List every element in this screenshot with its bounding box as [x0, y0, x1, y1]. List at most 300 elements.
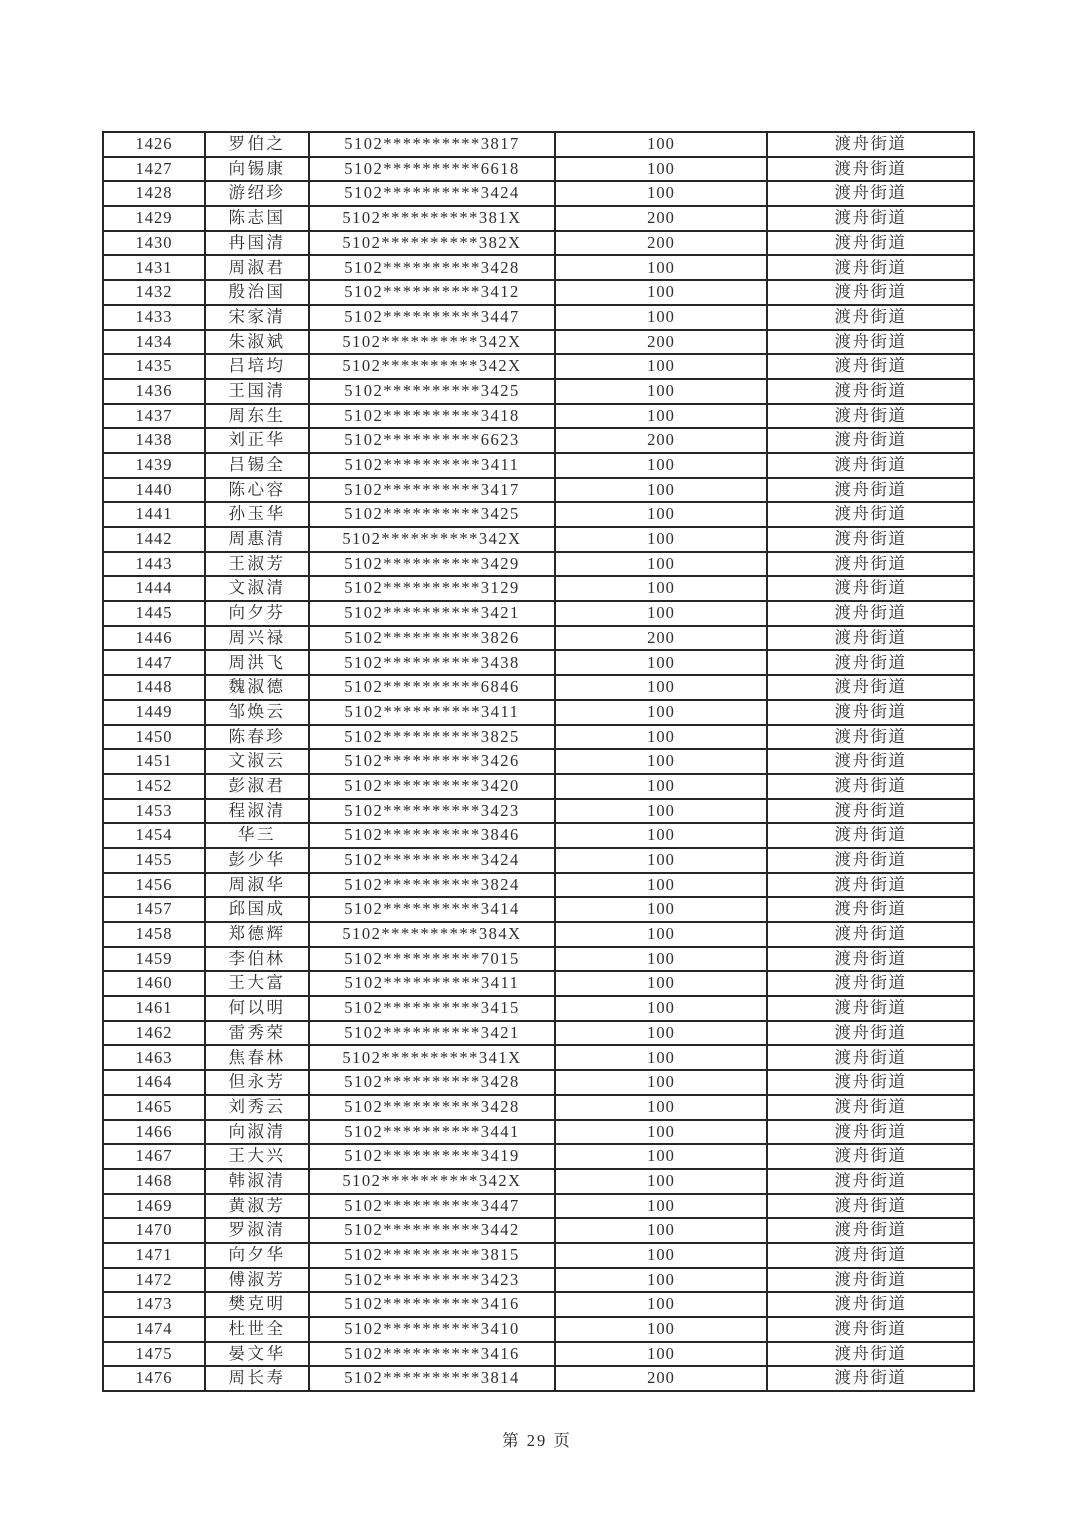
- cell-amount: 100: [555, 873, 767, 898]
- cell-district: 渡舟街道: [767, 576, 974, 601]
- cell-serial: 1463: [103, 1045, 205, 1070]
- cell-id-masked: 5102**********3825: [309, 725, 555, 750]
- cell-district: 渡舟街道: [767, 1218, 974, 1243]
- cell-amount: 100: [555, 552, 767, 577]
- cell-amount: 100: [555, 1218, 767, 1243]
- cell-name: 向淑清: [205, 1120, 309, 1145]
- table-row: [103, 552, 974, 577]
- cell-id-masked: 5102**********3423: [309, 799, 555, 824]
- cell-name: 但永芳: [205, 1070, 309, 1095]
- table-row: [103, 305, 974, 330]
- cell-amount: 200: [555, 626, 767, 651]
- cell-name: 彭少华: [205, 848, 309, 873]
- cell-serial: 1469: [103, 1194, 205, 1219]
- cell-amount: 200: [555, 1366, 767, 1391]
- cell-district: 渡舟街道: [767, 428, 974, 453]
- table-row: [103, 1342, 974, 1367]
- table-row: [103, 330, 974, 355]
- cell-district: 渡舟街道: [767, 601, 974, 626]
- cell-district: 渡舟街道: [767, 848, 974, 873]
- cell-serial: 1446: [103, 626, 205, 651]
- cell-amount: 100: [555, 305, 767, 330]
- cell-district: 渡舟街道: [767, 379, 974, 404]
- cell-id-masked: 5102**********3411: [309, 453, 555, 478]
- cell-name: 吕培均: [205, 354, 309, 379]
- cell-amount: 100: [555, 1194, 767, 1219]
- table-row: [103, 181, 974, 206]
- table-row: [103, 1120, 974, 1145]
- cell-id-masked: 5102**********3428: [309, 1095, 555, 1120]
- cell-id-masked: 5102**********7015: [309, 947, 555, 972]
- cell-amount: 100: [555, 675, 767, 700]
- cell-district: 渡舟街道: [767, 971, 974, 996]
- cell-id-masked: 5102**********342X: [309, 527, 555, 552]
- table-row: [103, 206, 974, 231]
- cell-amount: 100: [555, 1095, 767, 1120]
- cell-id-masked: 5102**********382X: [309, 231, 555, 256]
- cell-district: 渡舟街道: [767, 749, 974, 774]
- cell-name: 焦春林: [205, 1045, 309, 1070]
- cell-amount: 100: [555, 1144, 767, 1169]
- cell-amount: 100: [555, 1045, 767, 1070]
- cell-district: 渡舟街道: [767, 255, 974, 280]
- cell-amount: 100: [555, 181, 767, 206]
- cell-serial: 1459: [103, 947, 205, 972]
- cell-amount: 100: [555, 255, 767, 280]
- cell-name: 王大兴: [205, 1144, 309, 1169]
- table-row: [103, 478, 974, 503]
- cell-serial: 1467: [103, 1144, 205, 1169]
- cell-name: 罗伯之: [205, 132, 309, 157]
- cell-amount: 100: [555, 404, 767, 429]
- cell-district: 渡舟街道: [767, 996, 974, 1021]
- table-row: [103, 1144, 974, 1169]
- cell-amount: 100: [555, 157, 767, 182]
- cell-serial: 1454: [103, 823, 205, 848]
- cell-serial: 1448: [103, 675, 205, 700]
- table-row: [103, 453, 974, 478]
- table-row: [103, 354, 974, 379]
- cell-district: 渡舟街道: [767, 330, 974, 355]
- cell-id-masked: 5102**********3417: [309, 478, 555, 503]
- cell-district: 渡舟街道: [767, 1070, 974, 1095]
- cell-name: 陈春珍: [205, 725, 309, 750]
- cell-serial: 1473: [103, 1292, 205, 1317]
- cell-name: 刘秀云: [205, 1095, 309, 1120]
- cell-amount: 100: [555, 996, 767, 1021]
- cell-id-masked: 5102**********6623: [309, 428, 555, 453]
- cell-district: 渡舟街道: [767, 1317, 974, 1342]
- cell-id-masked: 5102**********6846: [309, 675, 555, 700]
- cell-serial: 1432: [103, 280, 205, 305]
- cell-district: 渡舟街道: [767, 626, 974, 651]
- cell-district: 渡舟街道: [767, 181, 974, 206]
- cell-id-masked: 5102**********3129: [309, 576, 555, 601]
- cell-amount: 100: [555, 379, 767, 404]
- cell-amount: 100: [555, 774, 767, 799]
- cell-amount: 200: [555, 231, 767, 256]
- cell-amount: 100: [555, 453, 767, 478]
- table-row: [103, 132, 974, 157]
- cell-serial: 1451: [103, 749, 205, 774]
- cell-amount: 100: [555, 280, 767, 305]
- cell-name: 游绍珍: [205, 181, 309, 206]
- cell-serial: 1466: [103, 1120, 205, 1145]
- cell-serial: 1444: [103, 576, 205, 601]
- cell-district: 渡舟街道: [767, 650, 974, 675]
- cell-amount: 100: [555, 650, 767, 675]
- cell-serial: 1457: [103, 897, 205, 922]
- cell-amount: 100: [555, 1243, 767, 1268]
- cell-district: 渡舟街道: [767, 1144, 974, 1169]
- cell-amount: 100: [555, 823, 767, 848]
- cell-serial: 1435: [103, 354, 205, 379]
- table-row: [103, 404, 974, 429]
- cell-amount: 100: [555, 1169, 767, 1194]
- table-row: [103, 848, 974, 873]
- table-row: [103, 1243, 974, 1268]
- table-row: [103, 650, 974, 675]
- cell-serial: 1433: [103, 305, 205, 330]
- table-row: [103, 1366, 974, 1391]
- cell-name: 文淑清: [205, 576, 309, 601]
- cell-name: 周淑华: [205, 873, 309, 898]
- cell-amount: 100: [555, 601, 767, 626]
- cell-name: 晏文华: [205, 1342, 309, 1367]
- cell-name: 傅淑芳: [205, 1268, 309, 1293]
- table-row: [103, 502, 974, 527]
- cell-name: 雷秀荣: [205, 1021, 309, 1046]
- cell-district: 渡舟街道: [767, 725, 974, 750]
- cell-amount: 100: [555, 848, 767, 873]
- cell-district: 渡舟街道: [767, 1366, 974, 1391]
- cell-amount: 100: [555, 502, 767, 527]
- cell-name: 周洪飞: [205, 650, 309, 675]
- cell-amount: 200: [555, 428, 767, 453]
- cell-id-masked: 5102**********3428: [309, 255, 555, 280]
- page-number: 第 29 页: [502, 1431, 572, 1450]
- cell-id-masked: 5102**********3424: [309, 848, 555, 873]
- cell-amount: 100: [555, 354, 767, 379]
- table-row: [103, 601, 974, 626]
- cell-serial: 1439: [103, 453, 205, 478]
- cell-serial: 1438: [103, 428, 205, 453]
- cell-serial: 1436: [103, 379, 205, 404]
- cell-amount: 100: [555, 478, 767, 503]
- table-row: [103, 1045, 974, 1070]
- cell-district: 渡舟街道: [767, 206, 974, 231]
- cell-district: 渡舟街道: [767, 280, 974, 305]
- cell-amount: 100: [555, 749, 767, 774]
- cell-amount: 100: [555, 947, 767, 972]
- cell-district: 渡舟街道: [767, 1268, 974, 1293]
- cell-id-masked: 5102**********3420: [309, 774, 555, 799]
- cell-name: 周惠清: [205, 527, 309, 552]
- cell-serial: 1445: [103, 601, 205, 626]
- cell-district: 渡舟街道: [767, 799, 974, 824]
- cell-id-masked: 5102**********381X: [309, 206, 555, 231]
- cell-serial: 1465: [103, 1095, 205, 1120]
- cell-serial: 1431: [103, 255, 205, 280]
- cell-id-masked: 5102**********3814: [309, 1366, 555, 1391]
- cell-id-masked: 5102**********3421: [309, 1021, 555, 1046]
- cell-amount: 100: [555, 1120, 767, 1145]
- cell-name: 吕锡全: [205, 453, 309, 478]
- cell-name: 孙玉华: [205, 502, 309, 527]
- cell-id-masked: 5102**********3441: [309, 1120, 555, 1145]
- cell-serial: 1447: [103, 650, 205, 675]
- cell-id-masked: 5102**********384X: [309, 922, 555, 947]
- cell-serial: 1427: [103, 157, 205, 182]
- table-row: [103, 576, 974, 601]
- cell-id-masked: 5102**********3423: [309, 1268, 555, 1293]
- table-row: [103, 1070, 974, 1095]
- cell-amount: 100: [555, 1021, 767, 1046]
- table-row: [103, 749, 974, 774]
- table-row: [103, 799, 974, 824]
- table-row: [103, 379, 974, 404]
- cell-id-masked: 5102**********3846: [309, 823, 555, 848]
- cell-district: 渡舟街道: [767, 527, 974, 552]
- table-row: [103, 675, 974, 700]
- cell-name: 朱淑斌: [205, 330, 309, 355]
- cell-id-masked: 5102**********3817: [309, 132, 555, 157]
- cell-district: 渡舟街道: [767, 453, 974, 478]
- table-row: [103, 873, 974, 898]
- cell-name: 宋家清: [205, 305, 309, 330]
- cell-name: 冉国清: [205, 231, 309, 256]
- cell-district: 渡舟街道: [767, 1169, 974, 1194]
- page-footer: [0, 1427, 1074, 1451]
- cell-serial: 1452: [103, 774, 205, 799]
- cell-name: 王大富: [205, 971, 309, 996]
- cell-serial: 1453: [103, 799, 205, 824]
- cell-district: 渡舟街道: [767, 1292, 974, 1317]
- cell-name: 周长寿: [205, 1366, 309, 1391]
- cell-amount: 100: [555, 897, 767, 922]
- table-row: [103, 157, 974, 182]
- cell-district: 渡舟街道: [767, 1095, 974, 1120]
- cell-amount: 100: [555, 700, 767, 725]
- cell-district: 渡舟街道: [767, 502, 974, 527]
- cell-id-masked: 5102**********342X: [309, 330, 555, 355]
- cell-name: 向锡康: [205, 157, 309, 182]
- table-row: [103, 1218, 974, 1243]
- table-row: [103, 947, 974, 972]
- cell-amount: 200: [555, 206, 767, 231]
- cell-id-masked: 5102**********3411: [309, 971, 555, 996]
- table-row: [103, 700, 974, 725]
- cell-amount: 100: [555, 1268, 767, 1293]
- cell-district: 渡舟街道: [767, 231, 974, 256]
- cell-name: 邱国成: [205, 897, 309, 922]
- cell-serial: 1460: [103, 971, 205, 996]
- cell-amount: 100: [555, 971, 767, 996]
- cell-name: 陈心容: [205, 478, 309, 503]
- table-row: [103, 1194, 974, 1219]
- cell-amount: 100: [555, 132, 767, 157]
- cell-serial: 1434: [103, 330, 205, 355]
- cell-district: 渡舟街道: [767, 552, 974, 577]
- cell-amount: 100: [555, 799, 767, 824]
- cell-name: 何以明: [205, 996, 309, 1021]
- cell-serial: 1450: [103, 725, 205, 750]
- cell-id-masked: 5102**********3447: [309, 305, 555, 330]
- cell-id-masked: 5102**********3425: [309, 379, 555, 404]
- cell-district: 渡舟街道: [767, 132, 974, 157]
- cell-name: 罗淑清: [205, 1218, 309, 1243]
- cell-district: 渡舟街道: [767, 1021, 974, 1046]
- table-row: [103, 527, 974, 552]
- cell-serial: 1472: [103, 1268, 205, 1293]
- cell-id-masked: 5102**********3412: [309, 280, 555, 305]
- cell-serial: 1464: [103, 1070, 205, 1095]
- cell-serial: 1468: [103, 1169, 205, 1194]
- cell-id-masked: 5102**********3419: [309, 1144, 555, 1169]
- cell-district: 渡舟街道: [767, 675, 974, 700]
- cell-serial: 1462: [103, 1021, 205, 1046]
- table-body: [103, 132, 974, 1391]
- cell-name: 樊克明: [205, 1292, 309, 1317]
- cell-serial: 1426: [103, 132, 205, 157]
- cell-id-masked: 5102**********3421: [309, 601, 555, 626]
- cell-name: 刘正华: [205, 428, 309, 453]
- table-row: [103, 255, 974, 280]
- cell-id-masked: 5102**********3411: [309, 700, 555, 725]
- cell-name: 周淑君: [205, 255, 309, 280]
- cell-name: 王国清: [205, 379, 309, 404]
- cell-id-masked: 5102**********3442: [309, 1218, 555, 1243]
- cell-district: 渡舟街道: [767, 354, 974, 379]
- cell-serial: 1442: [103, 527, 205, 552]
- cell-amount: 100: [555, 576, 767, 601]
- table-row: [103, 725, 974, 750]
- cell-name: 韩淑清: [205, 1169, 309, 1194]
- table-row: [103, 1317, 974, 1342]
- table-row: [103, 1095, 974, 1120]
- cell-serial: 1428: [103, 181, 205, 206]
- cell-district: 渡舟街道: [767, 1120, 974, 1145]
- cell-id-masked: 5102**********6618: [309, 157, 555, 182]
- table-row: [103, 774, 974, 799]
- cell-district: 渡舟街道: [767, 700, 974, 725]
- table-row: [103, 996, 974, 1021]
- cell-district: 渡舟街道: [767, 1243, 974, 1268]
- cell-serial: 1456: [103, 873, 205, 898]
- cell-amount: 100: [555, 1292, 767, 1317]
- cell-id-masked: 5102**********3425: [309, 502, 555, 527]
- cell-serial: 1443: [103, 552, 205, 577]
- table-row: [103, 1021, 974, 1046]
- cell-serial: 1470: [103, 1218, 205, 1243]
- cell-serial: 1429: [103, 206, 205, 231]
- cell-id-masked: 5102**********3426: [309, 749, 555, 774]
- cell-name: 黄淑芳: [205, 1194, 309, 1219]
- cell-serial: 1471: [103, 1243, 205, 1268]
- cell-name: 向夕芬: [205, 601, 309, 626]
- cell-district: 渡舟街道: [767, 1194, 974, 1219]
- cell-district: 渡舟街道: [767, 478, 974, 503]
- cell-serial: 1474: [103, 1317, 205, 1342]
- cell-name: 郑德辉: [205, 922, 309, 947]
- cell-name: 周兴禄: [205, 626, 309, 651]
- cell-district: 渡舟街道: [767, 774, 974, 799]
- cell-id-masked: 5102**********3416: [309, 1292, 555, 1317]
- table-row: [103, 897, 974, 922]
- table-row: [103, 823, 974, 848]
- cell-id-masked: 5102**********342X: [309, 1169, 555, 1194]
- cell-district: 渡舟街道: [767, 897, 974, 922]
- cell-amount: 100: [555, 922, 767, 947]
- cell-id-masked: 5102**********3429: [309, 552, 555, 577]
- table-row: [103, 280, 974, 305]
- cell-id-masked: 5102**********3415: [309, 996, 555, 1021]
- cell-serial: 1458: [103, 922, 205, 947]
- cell-amount: 100: [555, 1342, 767, 1367]
- cell-name: 杜世全: [205, 1317, 309, 1342]
- cell-district: 渡舟街道: [767, 404, 974, 429]
- cell-name: 向夕华: [205, 1243, 309, 1268]
- cell-name: 魏淑德: [205, 675, 309, 700]
- cell-name: 陈志国: [205, 206, 309, 231]
- cell-district: 渡舟街道: [767, 823, 974, 848]
- cell-id-masked: 5102**********3826: [309, 626, 555, 651]
- cell-id-masked: 5102**********342X: [309, 354, 555, 379]
- cell-name: 李伯林: [205, 947, 309, 972]
- cell-district: 渡舟街道: [767, 947, 974, 972]
- cell-serial: 1461: [103, 996, 205, 1021]
- cell-serial: 1449: [103, 700, 205, 725]
- cell-serial: 1455: [103, 848, 205, 873]
- cell-name: 程淑清: [205, 799, 309, 824]
- cell-serial: 1441: [103, 502, 205, 527]
- cell-district: 渡舟街道: [767, 157, 974, 182]
- cell-serial: 1475: [103, 1342, 205, 1367]
- cell-id-masked: 5102**********3418: [309, 404, 555, 429]
- table-row: [103, 428, 974, 453]
- cell-id-masked: 5102**********3438: [309, 650, 555, 675]
- cell-district: 渡舟街道: [767, 1045, 974, 1070]
- cell-name: 周东生: [205, 404, 309, 429]
- table-row: [103, 971, 974, 996]
- beneficiary-table: [102, 131, 975, 1392]
- cell-id-masked: 5102**********3815: [309, 1243, 555, 1268]
- cell-serial: 1437: [103, 404, 205, 429]
- cell-id-masked: 5102**********3424: [309, 181, 555, 206]
- table-row: [103, 1169, 974, 1194]
- table-row: [103, 626, 974, 651]
- cell-serial: 1430: [103, 231, 205, 256]
- table-row: [103, 1292, 974, 1317]
- cell-id-masked: 5102**********3824: [309, 873, 555, 898]
- cell-serial: 1440: [103, 478, 205, 503]
- cell-amount: 200: [555, 330, 767, 355]
- cell-id-masked: 5102**********341X: [309, 1045, 555, 1070]
- cell-id-masked: 5102**********3414: [309, 897, 555, 922]
- cell-name: 华三: [205, 823, 309, 848]
- cell-district: 渡舟街道: [767, 873, 974, 898]
- cell-id-masked: 5102**********3428: [309, 1070, 555, 1095]
- cell-district: 渡舟街道: [767, 1342, 974, 1367]
- cell-name: 彭淑君: [205, 774, 309, 799]
- cell-id-masked: 5102**********3416: [309, 1342, 555, 1367]
- cell-amount: 100: [555, 1317, 767, 1342]
- cell-amount: 100: [555, 527, 767, 552]
- cell-district: 渡舟街道: [767, 305, 974, 330]
- cell-name: 邹焕云: [205, 700, 309, 725]
- table-row: [103, 1268, 974, 1293]
- cell-name: 文淑云: [205, 749, 309, 774]
